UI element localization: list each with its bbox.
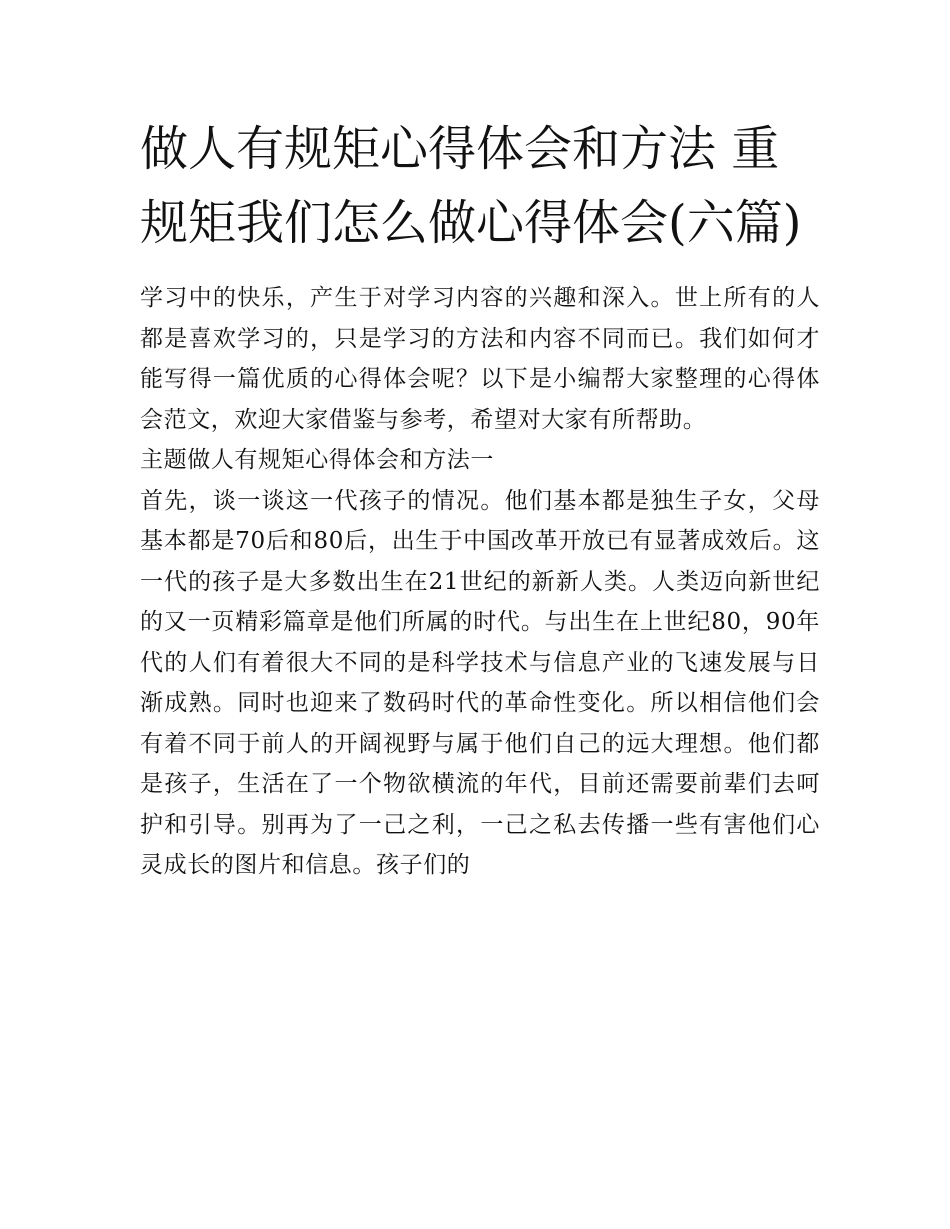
section-heading: 主题做人有规矩心得体会和方法一: [140, 447, 494, 473]
body-paragraph: 首先，谈一谈这一代孩子的情况。他们基本都是独生子女，父母基本都是70后和80后，出生于中国改革开放已有显著成效后。这一代的孩子是大多数出生在21世纪的新新人类。人类迈向新世纪的又一页精彩篇章是他们所属的时代。与出生在上世纪80，90年代的人们有着很大不同的是科学技术与信息产业的飞速发展与日渐成熟。同时也迎来了数码时代的革命性变化。所以相信他们会有着不同于前人的开阔视野与属于他们自己的远大理想。他们都是孩子，生活在了一个物欲横流的年代，目前还需要前辈们去呵护和引导。别再为了一己之利，一己之私去传播一些有害他们心灵成长的图片和信息。孩子们的: [140, 487, 820, 878]
intro-paragraph: 学习中的快乐，产生于对学习内容的兴趣和深入。世上所有的人都是喜欢学习的，只是学习的方法和内容不同而已。我们如何才能写得一篇优质的心得体会呢？以下是小编帮大家整理的心得体会范文，欢迎大家借鉴与参考，希望对大家有所帮助。: [140, 285, 820, 433]
document-content: [140, 112, 820, 886]
document-body: [140, 278, 820, 886]
document-title: 做人有规矩心得体会和方法 重规矩我们怎么做心得体会(六篇): [140, 121, 802, 251]
